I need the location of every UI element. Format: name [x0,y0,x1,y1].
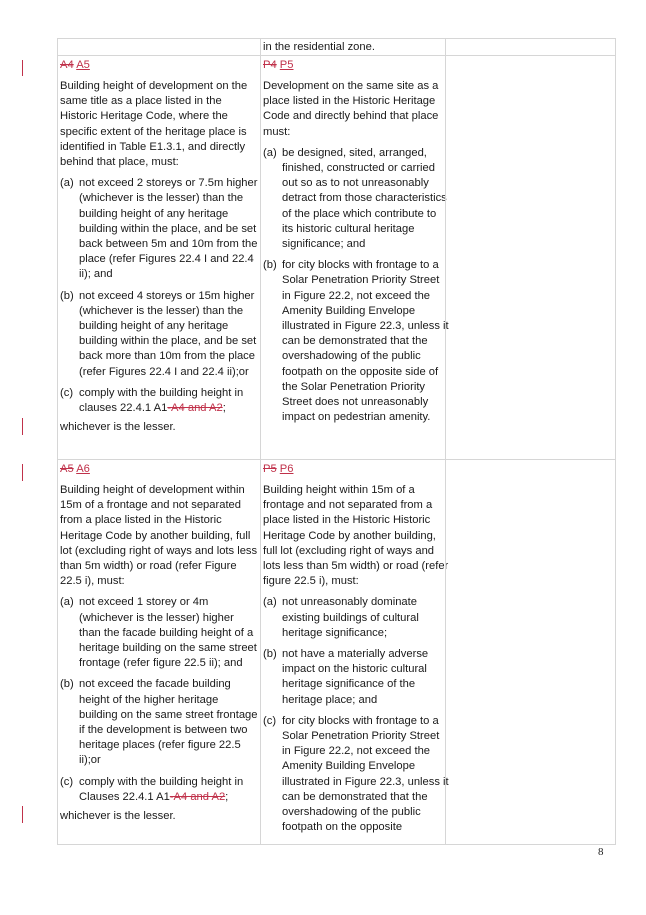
table-cell [445,459,616,845]
clause-closing: whichever is the lesser. [60,810,176,823]
change-bar [22,806,23,823]
acceptable-solution-cell [57,459,261,845]
clause-closing: whichever is the lesser. [60,421,176,434]
clause-heading [60,58,258,73]
list-item: (a) not exceed 1 storey or 4m (whichever is the lesser) higher than the facade building height of a heritage building on the same street frontage (refer figure 22.5 ii); and [60,596,257,670]
page-number: 8 [598,846,604,858]
inserted-clause-number: P5 [279,59,294,71]
clause-heading [263,462,449,477]
list-item: (c) comply with the building height in clauses 22.4.1 A1-A4 and A2; [60,386,244,415]
clause-list [60,595,258,805]
deleted-clause-number: P5 [263,463,277,475]
clause-heading [60,462,258,477]
clause-intro: Building height of development on the same title as a place listed in the Historic Heritage Code, where the specific extent of the heritage place is identified in Table E1.3.1, and directly behind that place, must: [60,80,248,169]
list-item: (c) comply with the building height in Clauses 22.4.1 A1-A4 and A2; [60,775,244,803]
list-item: (a) not unreasonably dominate existing buildings of cultural heritage significance; [263,596,419,639]
clause-intro: Building height within 15m of a frontage and not separated from a place listed in the Historic Historic Heritage Code by another building, full lot (excluding right of ways and lots less than 5m width) or road (refer figure 22.5 i), must: [263,484,449,588]
fragment-text: in the residential zone. [263,41,375,53]
table-row [57,55,616,460]
list-item: (b) not have a materially adverse impact on the historic cultural heritage significance of the heritage place; and [263,648,429,706]
acceptable-solution-cell [57,55,261,460]
list-item: (b) not exceed 4 storeys or 15m higher (whichever is the lesser) than the building height of any heritage building within the place, and be set back more than 10m from the place (refer Figures 22.4 I and 22.4 ii);or [60,289,257,378]
list-item: (a) be designed, sited, arranged, finished, constructed or carried out so as to not unreasonably detract from those characteristics of the place which contribute to its historic cultural heritage significance; and [263,146,447,251]
table-cell [260,38,446,56]
list-item: (c) for city blocks with frontage to a Solar Penetration Priority Street in Figure 22.2, not exceed the Amenity Building Envelope illustrated in Figure 22.3, unless it can be demonstrated that the overshadowing of the public footpath on the opposite [263,714,449,834]
inserted-clause-number: P6 [279,463,294,475]
deleted-text: -A4 and A2 [169,790,226,803]
inserted-clause-number: A5 [76,59,90,71]
table-row-fragment [57,38,616,56]
clause-list [60,176,258,416]
table-cell [445,38,616,56]
deleted-clause-number: P4 [263,59,277,71]
table-row [57,459,616,845]
change-bar [22,418,23,435]
table-cell [57,38,261,56]
change-bar [22,60,23,76]
clause-heading [263,58,449,73]
clause-list [263,146,449,426]
change-bar [22,464,23,481]
list-item: (b) for city blocks with frontage to a Solar Penetration Priority Street in Figure 22.2, not exceed the Amenity Building Envelope illustrated in Figure 22.3, unless it can be demonstrated that the overshadowing of the public footpath on the opposite side of the Solar Penetration Priority Street does not unreasonably impact on pedestrian amenity. [263,259,449,424]
list-item: (b) not exceed the facade building height of the higher heritage building on the same street frontage if the development is between two heritage places (refer figure 22.5 ii);or [60,678,258,767]
deleted-text: -A4 and A2 [167,402,223,415]
performance-criteria-cell [260,459,449,845]
clause-list [263,595,449,835]
performance-criteria-cell [260,55,449,460]
list-item: (a) not exceed 2 storeys or 7.5m higher (whichever is the lesser) than the building height of any heritage building within the place, and be set back between 5m and 10m from the place (refer Figures 22.4 I and 22.4 ii); and [60,177,258,281]
clause-intro: Development on the same site as a place listed in the Historic Heritage Code and directly behind that place must: [263,80,439,138]
inserted-clause-number: A6 [76,463,90,475]
deleted-clause-number: A4 [60,59,74,71]
clause-intro: Building height of development within 15m of a frontage and not separated from a place listed in the Historic Heritage Code by another building, full lot (excluding right of ways and lots less than 5m width) or road (refer Figure 22.5 i), must: [60,484,258,588]
deleted-clause-number: A5 [60,463,74,475]
table-cell [445,55,616,460]
